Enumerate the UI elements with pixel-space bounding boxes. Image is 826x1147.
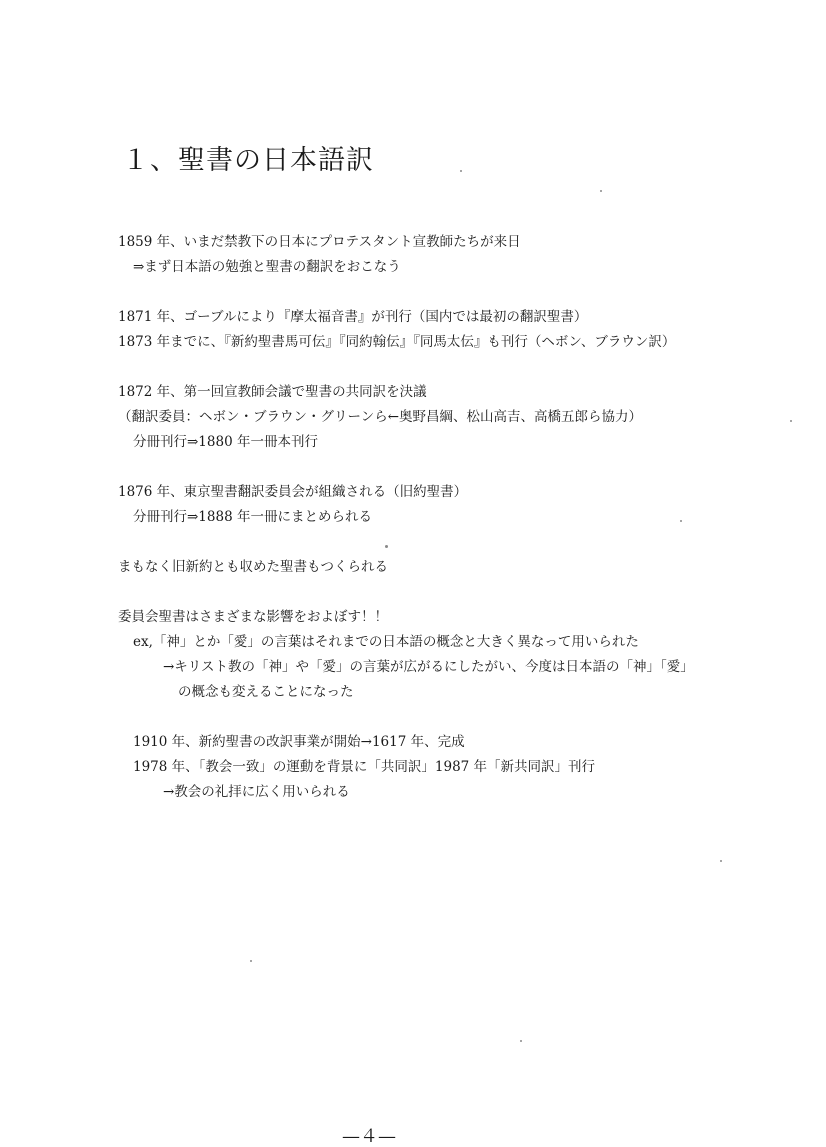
text-line-influence: 委員会聖書はさまざまな影響をおよぼす！！: [118, 609, 388, 625]
scan-speck: [460, 170, 462, 172]
scan-speck: [385, 545, 388, 548]
text-line-1880: 分冊刊行⇒1880 年一冊本刊行: [133, 434, 318, 450]
scan-speck: [600, 190, 602, 192]
text-line-example: ex,「神」とか「愛」の言葉はそれまでの日本語の概念と大きく異なって用いられた: [133, 634, 639, 650]
scan-speck: [790, 420, 792, 422]
text-line-committee: （翻訳委員：ヘボン・ブラウン・グリーンら←奥野昌綱、松山高吉、高橋五郎ら協力）: [118, 409, 643, 425]
section-title: １、聖書の日本語訳: [122, 145, 374, 176]
page-number: —４—: [342, 1126, 396, 1147]
text-line-translation-start: ⇒まず日本語の勉強と聖書の翻訳をおこなう: [133, 259, 401, 275]
text-line-concept-change: →キリスト教の「神」や「愛」の言葉が広がるにしたがい、今度は日本語の「神」「愛」: [163, 659, 694, 675]
scan-speck: [520, 1040, 522, 1042]
scan-speck: [680, 520, 682, 522]
text-line-1888: 分冊刊行⇒1888 年一冊にまとめられる: [133, 509, 372, 525]
text-line-1910: 1910 年、新約聖書の改訳事業が開始→1617 年、完成: [133, 734, 465, 750]
text-line-1872: 1872 年、第一回宣教師会議で聖書の共同訳を決議: [118, 384, 427, 400]
text-line-1978: 1978 年、「教会一致」の運動を背景に「共同訳」1987 年「新共同訳」刊行: [133, 759, 596, 775]
text-line-complete-bible: まもなく旧新約とも収めた聖書もつくられる: [118, 559, 388, 575]
text-line-1876: 1876 年、東京聖書翻訳委員会が組織される（旧約聖書）: [118, 484, 468, 500]
text-line-concept-change-cont: の概念も変えることになった: [178, 684, 354, 700]
scan-speck: [720, 860, 722, 862]
text-line-1859: 1859 年、いまだ禁教下の日本にプロテスタント宣教師たちが来日: [118, 234, 521, 250]
text-line-1871: 1871 年、ゴーブルにより『摩太福音書』が刊行（国内では最初の翻訳聖書）: [118, 309, 588, 325]
text-line-worship: →教会の礼拝に広く用いられる: [163, 784, 350, 800]
scan-speck: [250, 960, 252, 962]
text-line-1873: 1873 年までに、『新約聖書馬可伝』『同約翰伝』『同馬太伝』も刊行（ヘボン、ブラウン訳）: [118, 334, 676, 350]
